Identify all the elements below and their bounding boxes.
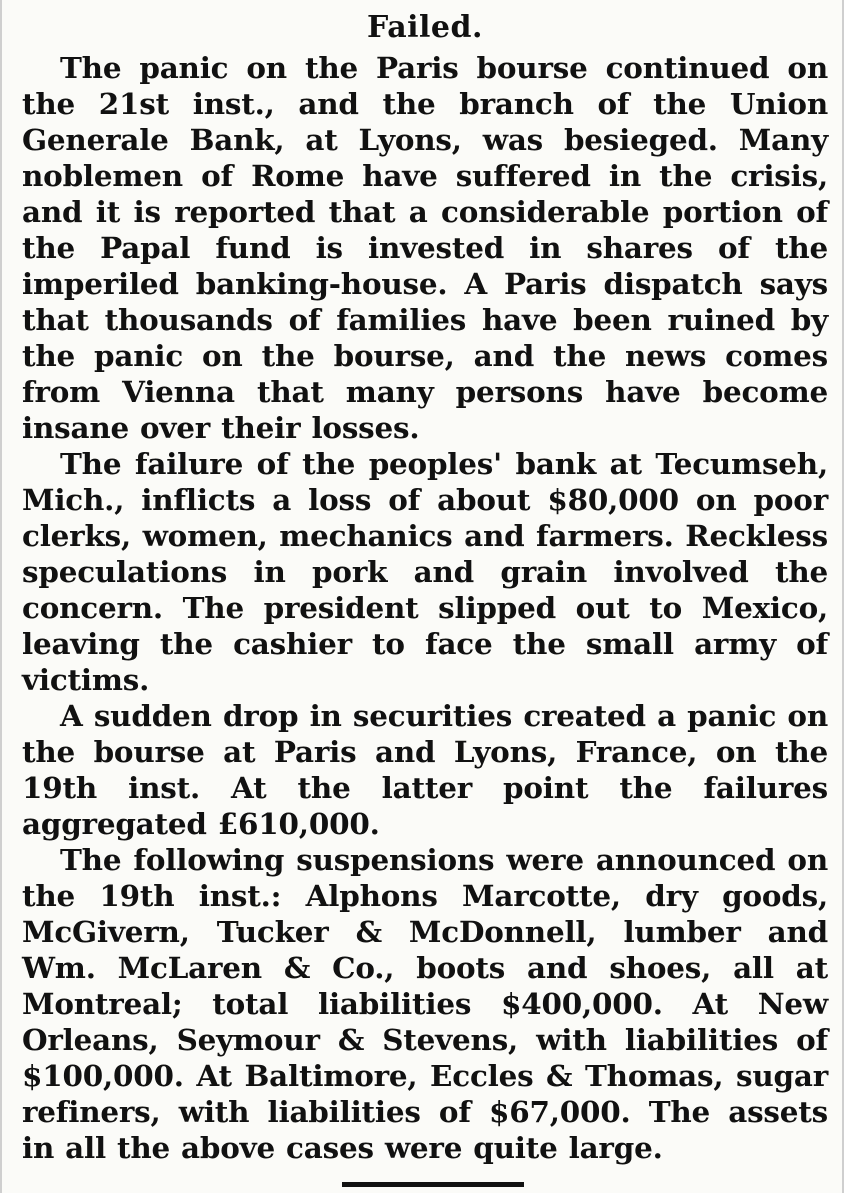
article-paragraph: A sudden drop in securities created a panic on the bourse at Paris and Lyons, France, on the 19th inst. At the latter point the failures aggregated £610,000. xyxy=(22,698,828,841)
section-divider xyxy=(342,1182,524,1187)
article-paragraph: The following suspensions were announced on the 19th inst.: Alphons Marcotte, dry goods, McGivern, Tucker & McDonnell, lumber and Wm. McLaren & Co., boots and shoes, all at Montreal; total liabilities $400,000. At New Orleans, Seymour & Stevens, with liabilities of $100,000. At Baltimore, Eccles & Thomas, sugar refiners, with liabilities of $67,000. The assets in all the above cases were quite large. xyxy=(22,842,828,1165)
article-paragraph: The panic on the Paris bourse continued on the 21st inst., and the branch of the Union Generale Bank, at Lyons, was besieged. Many noblemen of Rome have suffered in the crisis, and it is reported that a considerable portion of the Papal fund is invested in shares of the imperiled banking-house. A Paris dispatch says that thousands of families have been ruined by the panic on the bourse, and the news comes from Vienna that many persons have become insane over their losses. xyxy=(22,50,828,445)
article-paragraph: The failure of the peoples' bank at Tecumseh, Mich., inflicts a loss of about $80,000 on poor clerks, women, mechanics and farmers. Reckless speculations in pork and grain involved the concern. The president slipped out to Mexico, leaving the cashier to face the small army of victims. xyxy=(22,446,828,697)
article-title: Failed. xyxy=(367,10,483,45)
article xyxy=(22,8,828,1166)
